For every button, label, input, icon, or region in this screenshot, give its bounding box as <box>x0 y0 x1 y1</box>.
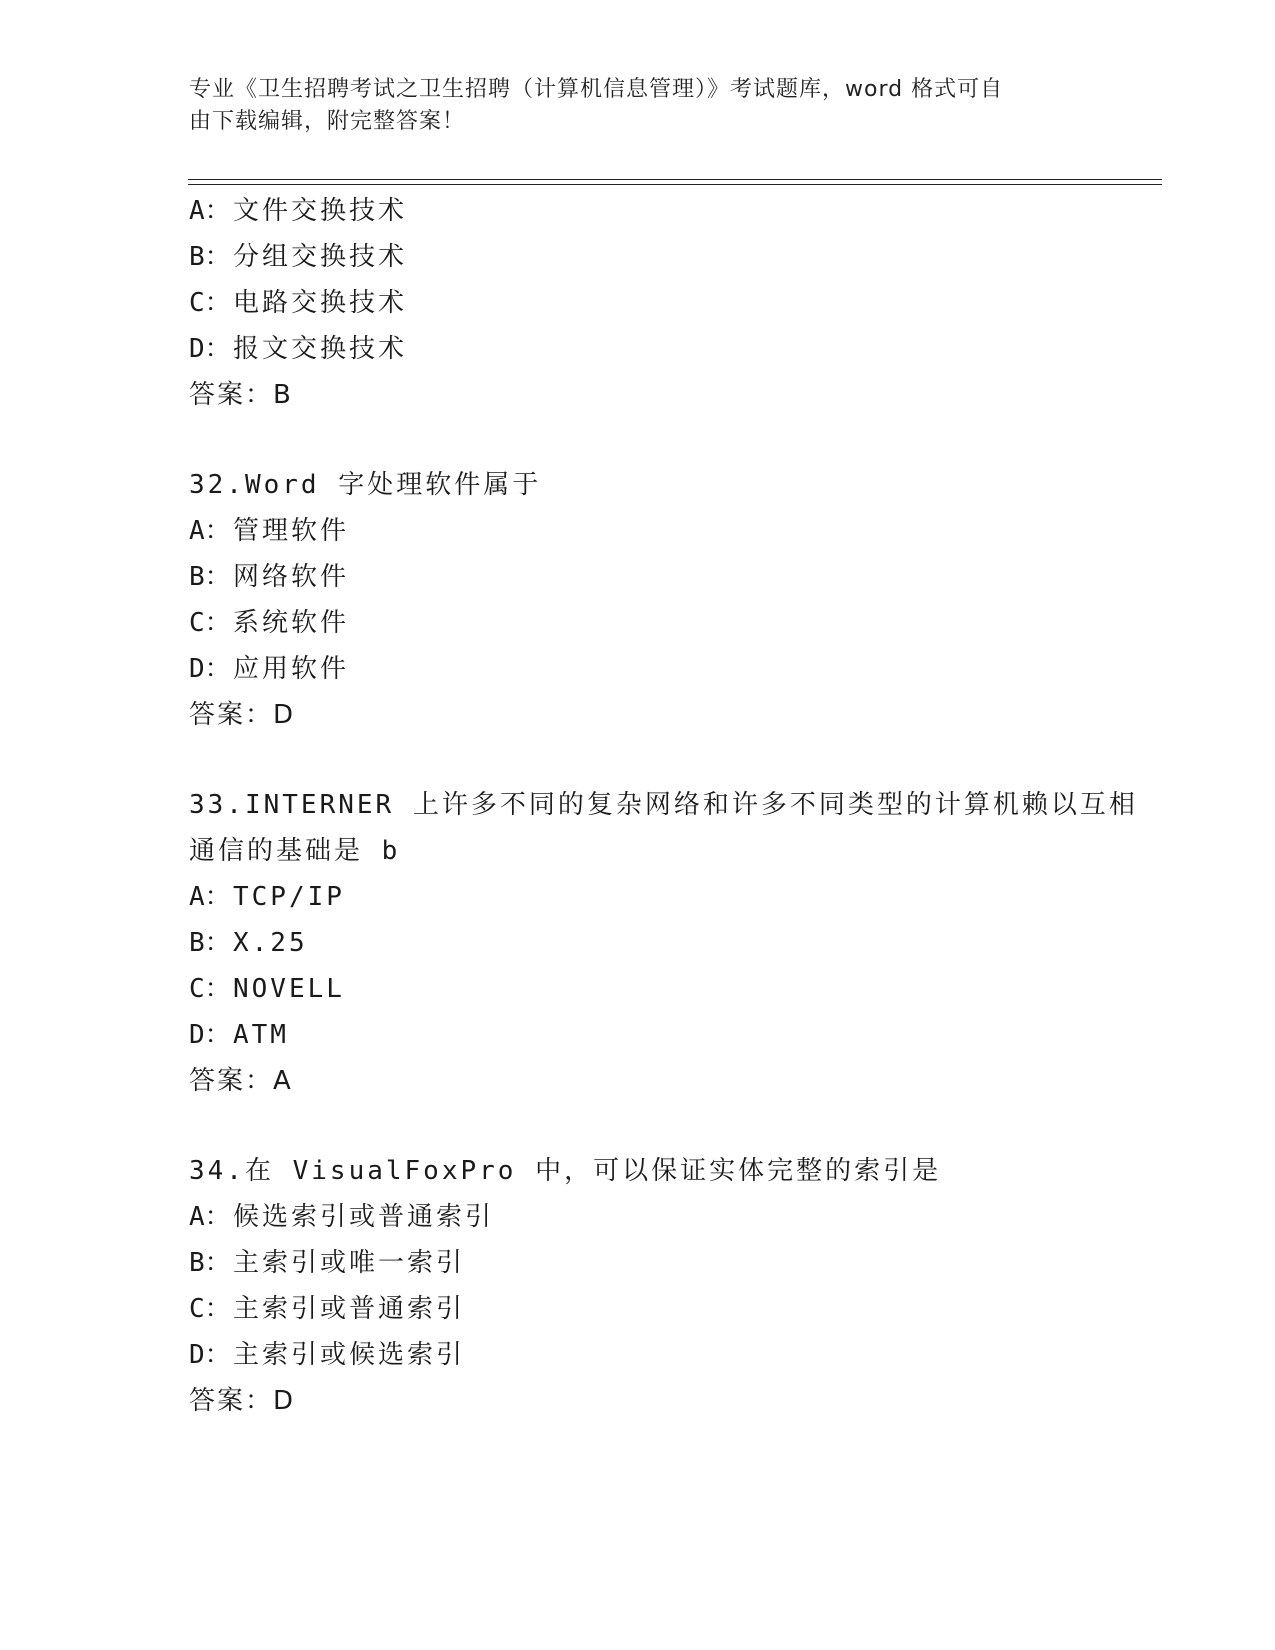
option-d <box>189 326 1139 372</box>
option-text: 文件交换技术 <box>233 196 408 226</box>
question-list <box>189 188 1139 1424</box>
option-b <box>189 234 1139 280</box>
spacer <box>189 738 1139 782</box>
option-a <box>189 508 1139 554</box>
option-b <box>189 554 1139 600</box>
option-letter: D： <box>189 654 231 684</box>
option-text: ATM <box>233 1020 289 1050</box>
option-text: 管理软件 <box>233 516 350 546</box>
option-letter: D： <box>189 334 231 364</box>
option-c <box>189 966 1139 1012</box>
question-34 <box>189 1148 1139 1424</box>
spacer <box>189 1104 1139 1148</box>
option-letter: D： <box>189 1340 231 1370</box>
option-text: 应用软件 <box>233 654 350 684</box>
question-text <box>189 1148 1139 1194</box>
answer-label: 答案：B <box>189 380 293 410</box>
question-31 <box>189 188 1139 418</box>
option-letter: B： <box>189 1248 231 1278</box>
answer-label: 答案：D <box>189 1386 296 1416</box>
answer-label: 答案：A <box>189 1066 293 1096</box>
header-divider-top <box>188 179 1162 180</box>
option-c <box>189 1286 1139 1332</box>
option-text: 分组交换技术 <box>233 242 408 272</box>
option-text: 主索引或唯一索引 <box>233 1248 466 1278</box>
header-line-2: 由下载编辑，附完整答案！ <box>189 109 466 134</box>
option-text: 报文交换技术 <box>233 334 408 364</box>
option-text: NOVELL <box>233 974 345 1004</box>
option-b <box>189 920 1139 966</box>
question-32 <box>189 462 1139 738</box>
question-line: 33.INTERNER 上许多不同的复杂网络和许多不同类型的计算机赖以互相 <box>189 790 1138 820</box>
option-text: 系统软件 <box>233 608 350 638</box>
option-letter: B： <box>189 562 231 592</box>
option-letter: C： <box>189 974 231 1004</box>
option-letter: B： <box>189 928 231 958</box>
header-divider-bottom <box>188 184 1162 185</box>
option-a <box>189 1194 1139 1240</box>
option-d <box>189 646 1139 692</box>
answer-label: 答案：D <box>189 700 296 730</box>
question-line: 34.在 VisualFoxPro 中，可以保证实体完整的索引是 <box>189 1156 942 1186</box>
option-letter: A： <box>189 196 231 226</box>
option-letter: C： <box>189 288 231 318</box>
option-text: 网络软件 <box>233 562 350 592</box>
option-letter: A： <box>189 882 231 912</box>
option-text: 主索引或候选索引 <box>233 1340 466 1370</box>
option-letter: D： <box>189 1020 231 1050</box>
option-letter: A： <box>189 1202 231 1232</box>
document-header <box>189 74 1079 138</box>
header-line-1: 专业《卫生招聘考试之卫生招聘（计算机信息管理）》考试题库，word 格式可自 <box>189 77 1004 102</box>
option-b <box>189 1240 1139 1286</box>
option-c <box>189 280 1139 326</box>
question-line: 32.Word 字处理软件属于 <box>189 470 542 500</box>
option-text: 候选索引或普通索引 <box>233 1202 495 1232</box>
option-d <box>189 1012 1139 1058</box>
question-text <box>189 462 1139 508</box>
option-a <box>189 874 1139 920</box>
question-33 <box>189 782 1139 1104</box>
question-line: 通信的基础是 b <box>189 836 401 866</box>
option-text: 主索引或普通索引 <box>233 1294 466 1324</box>
option-letter: B： <box>189 242 231 272</box>
question-text <box>189 782 1139 874</box>
option-c <box>189 600 1139 646</box>
option-text: TCP/IP <box>233 882 345 912</box>
option-letter: C： <box>189 1294 231 1324</box>
option-letter: C： <box>189 608 231 638</box>
option-text: X.25 <box>233 928 308 958</box>
option-text: 电路交换技术 <box>233 288 408 318</box>
option-d <box>189 1332 1139 1378</box>
spacer <box>189 418 1139 462</box>
option-letter: A： <box>189 516 231 546</box>
option-a <box>189 188 1139 234</box>
